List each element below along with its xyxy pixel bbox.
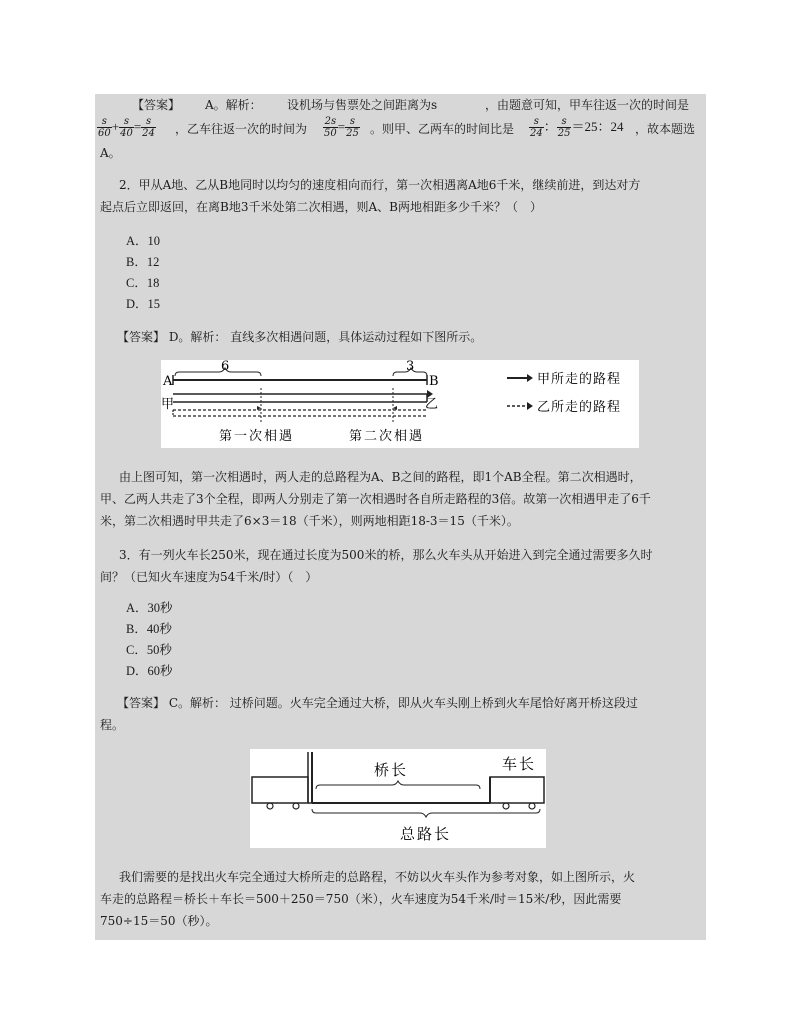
question-3-line-1: 3．有一列火车长250米，现在通过长度为500米的桥，那么火车头从开始进入到完全通过需要多久时 [119,548,653,562]
train-length-label: 车长 [502,755,537,773]
train-rear [252,777,308,803]
fraction: $\frac{s}{40}$ [120,116,133,139]
answer-choice: A。解析： [205,98,262,112]
point-a-label: A [163,374,173,389]
point-b-label: B [429,374,439,389]
answer-2: 【答案】 D。解析： 直线多次相遇问题，具体运动过程如下图所示。 [117,330,483,344]
train-front [490,777,544,803]
formula-yi: $\frac{2s}{50}$ = $\frac{s}{25}$ [324,116,359,139]
q3-option-d: D．60秒 [126,664,173,678]
fraction: $\frac{s}{60}$ [98,116,111,139]
q2-option-b: B．12 [126,255,160,269]
arrow-icon [393,406,397,410]
answer-text: ，乙车往返一次的时间为 [175,122,308,136]
fraction: $\frac{2s}{50}$ [324,116,337,139]
wheel-icon [503,803,509,809]
arrow-icon [527,402,533,410]
question-2-line-1: 2．甲从A地、乙从B地同时以均匀的速度相向而行，第一次相遇离A地6千米，继续前进，到达对方 [119,178,641,192]
q2-option-a: A．10 [126,234,161,248]
fraction: $\frac{s}{24}$ [142,116,155,139]
fraction: $\frac{s}{25}$ [346,116,359,139]
formula-ratio: $\frac{s}{24}$ ： $\frac{s}{25}$ ＝25：24 [530,116,624,139]
bridge-diagram [250,749,546,848]
jia-label: 甲 [161,397,175,412]
legend-yi-label: 乙所走的路程 [537,400,622,415]
q3-option-b: B．40秒 [126,622,172,636]
arrow-icon [257,406,261,410]
q2-option-d: D．15 [126,297,161,311]
wheel-icon [293,803,299,809]
answer-text: ，故本题选 [635,122,696,136]
meet1-label: 第一次相遇 [219,429,295,444]
distance-6-label: 6 [221,360,230,374]
total-brace [312,809,540,817]
q2-option-c: C．18 [126,276,160,290]
wheel-icon [529,803,535,809]
answer-3-line-1: 【答案】 C。解析： 过桥问题。火车完全通过大桥，即从火车头刚上桥到火车尾恰好离开桥这段过 [117,696,638,710]
yi-label: 乙 [425,397,439,412]
document-page: 【答案】 A。解析： 设机场与售票处之间距离为s ，由题意可知，甲车往返一次的时间是 $\frac{s}{60}$ + $\frac{s}{40}$ = $\frac{s}{24}$ ，乙车往返一次的时间为 $\frac{2s}{50}$ = $\frac{s}{25}$ 。则甲、乙两车的时间比是 $\frac{s}{24}$ ： $\frac{s}{25}$ ＝25：24 ，故本题选 A。 2．甲从A地、乙从B地同时以均匀的速度相向而行，第一次相遇离A地6千米，继续前进，到达对方 起点后立即返回，在离B地3千米处第二次相遇，则A、B两地相距多少千米？（ ） A．10 B．12 C．18 D．15 【答案】 D。解析： 直线多次相遇问题，具体运动过程如下图所示。 A B 甲 乙 6 3 第一次相遇 第二次相遇 甲所走的路程 乙所走的路程 由上图可知，第一次相遇时，两人走的总路程为A、B之间的路程，即1个AB全程。第二次相遇时， 甲、乙两人共走了3个全程，即两人分别走了第一次相遇时各自所走路程的3倍。故第一次相遇甲走了6千 米，第二次相遇时甲共走了6×3＝18（千米），则两地相距18-3＝15（千米）。 3．有一列火车长250米，现在通过长度为500米的桥，那么火车头从开始进入到完全通过需要多久时 间？（已知火车速度为54千米/时）（ ） A．30秒 B．40秒 C．50秒 D．60秒 【答案】 C。解析： 过桥问题。火车完全通过大桥，即从火车头刚上桥到火车尾恰好离开桥这段过 程。 桥长 车长 总路长 我们需要的是找出火车完全通过大桥所走的总路程，不妨以火车头作为参考对象，如上图所示，火 车走的总路程＝桥长＋车长＝500＋250＝750（米），火车速度为54千米/时＝15米/秒，因此需要 750÷15＝50（秒）。 [95,94,706,940]
wheel-icon [267,803,273,809]
explain-3-line-3: 750÷15＝50（秒）。 [100,914,218,928]
answer-label: 【答案】 [132,98,181,112]
q3-option-a: A．30秒 [126,601,173,615]
meet2-label: 第二次相遇 [349,429,425,444]
fraction: $\frac{s}{25}$ [557,116,571,139]
formula-jia: $\frac{s}{60}$ + $\frac{s}{40}$ = $\frac{s}{24}$ [98,116,155,139]
explain-2-line-1: 由上图可知，第一次相遇时，两人走的总路程为A、B之间的路程，即1个AB全程。第二次相遇时， [119,470,642,484]
fraction: $\frac{s}{24}$ [530,116,543,139]
answer-text: 设机场与售票处之间距离为s [287,98,438,112]
answer-1-line-2 [95,114,706,144]
brace-6 [175,368,261,376]
answer-text: ，由题意可知，甲车往返一次的时间是 [485,98,690,112]
explain-2-line-2: 甲、乙两人共走了3个全程，即两人分别走了第一次相遇时各自所走路程的3倍。故第一次相遇甲走了6千 [100,492,651,506]
arrow-icon [527,374,533,382]
answer-3-line-2: 程。 [100,718,125,732]
meeting-diagram-svg [161,360,639,448]
bridge-length-label: 桥长 [374,761,409,779]
question-2-line-2: 起点后立即返回，在离B地3千米处第二次相遇，则A、B两地相距多少千米？（ ） [100,200,542,214]
distance-3-label: 3 [406,360,415,374]
question-3-line-2: 间？（已知火车速度为54千米/时）（ ） [100,570,318,584]
meeting-diagram [161,360,639,448]
total-length-label: 总路长 [400,825,452,843]
explain-2-line-3: 米，第二次相遇时甲共走了6×3＝18（千米），则两地相距18-3＝15（千米）。 [100,514,519,528]
legend-jia-label: 甲所走的路程 [537,372,622,387]
q3-option-c: C．50秒 [126,643,172,657]
explain-3-line-2: 车走的总路程＝桥长＋车长＝500＋250＝750（米），火车速度为54千米/时＝15米/秒，因此需要 [100,892,622,906]
explain-3-line-1: 我们需要的是找出火车完全通过大桥所走的总路程，不妨以火车头作为参考对象，如上图所示，火 [119,870,636,884]
answer-text: 。则甲、乙两车的时间比是 [370,122,515,136]
bridge-diagram-svg [250,749,546,848]
bridge-brace [316,781,480,789]
